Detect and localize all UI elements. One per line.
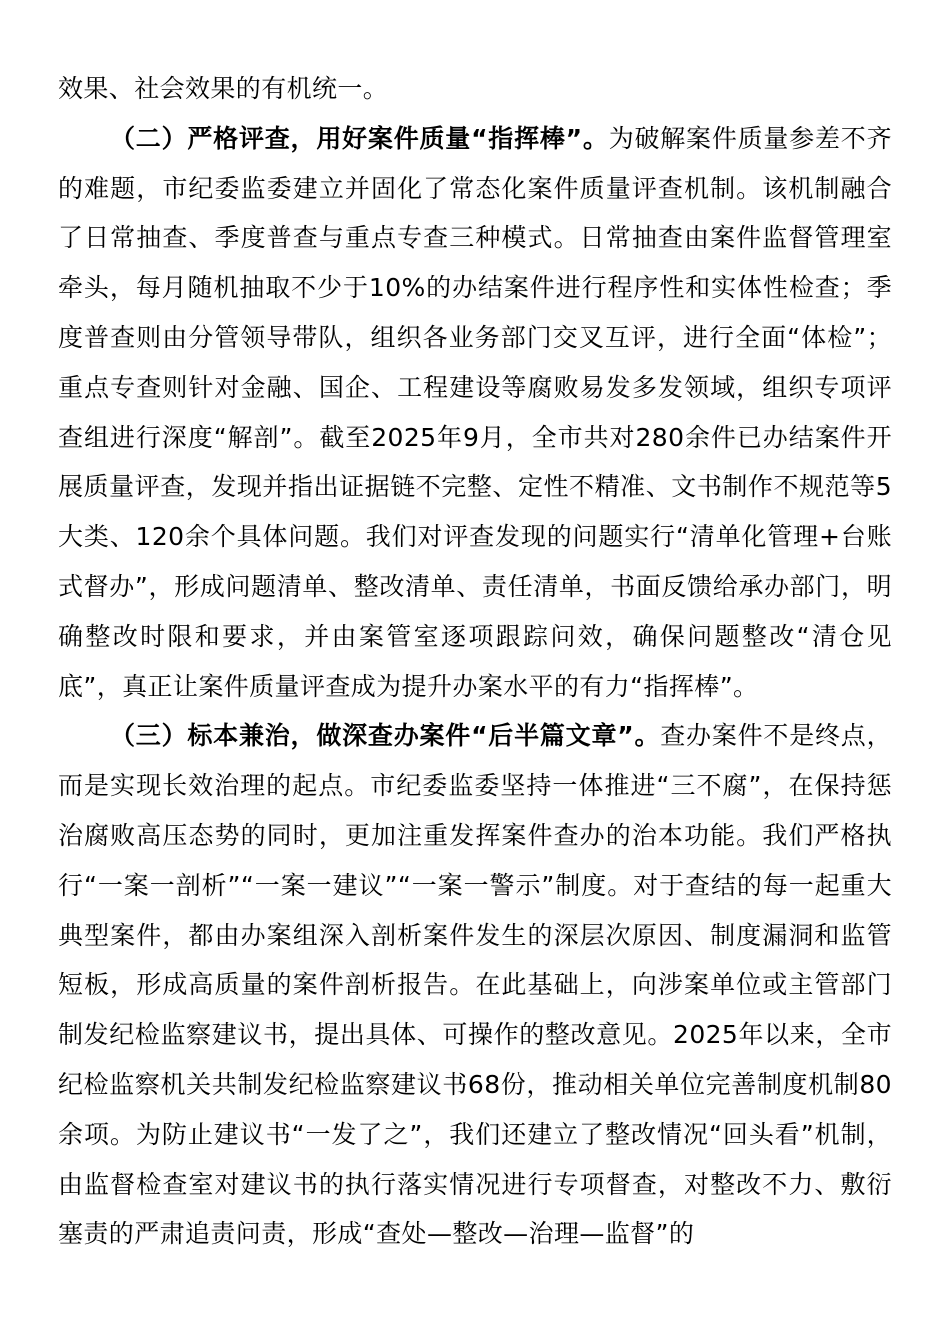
paragraph-case-quality-review [58,114,892,712]
paragraph-text: 效果、社会效果的有机统一。 [58,74,389,103]
document-body [58,64,892,1259]
section-heading-two: （二）严格评查，用好案件质量“指挥棒”。 [110,123,609,153]
paragraph-root-cause-governance [58,711,892,1259]
paragraph-text: 为破解案件质量参差不齐的难题，市纪委监委建立并固化了常态化案件质量评查机制。该机制融合了日常抽查、季度普查与重点专查三种模式。日常抽查由案件监督管理室牵头，每月随机抽取不少于10%的办结案件进行程序性和实体性检查；季度普查则由分管领导带队，组织各业务部门交叉互评，进行全面“体检”；重点专查则针对金融、国企、工程建设等腐败易发多发领域，组织专项评查组进行深度“解剖”。截至2025年9月，全市共对280余件已办结案件开展质量评查，发现并指出证据链不完整、定性不精准、文书制作不规范等5大类、120余个具体问题。我们对评查发现的问题实行“清单化管理+台账式督办”，形成问题清单、整改清单、责任清单，书面反馈给承办部门，明确整改时限和要求，并由案管室逐项跟踪问效，确保问题整改“清仓见底”，真正让案件质量评查成为提升办案水平的有力“指挥棒”。 [58,123,892,701]
section-heading-three: （三）标本兼治，做深查办案件“后半篇文章”。 [110,721,661,751]
paragraph-continuation [58,64,892,114]
paragraph-text: 查办案件不是终点，而是实现长效治理的起点。市纪委监委坚持一体推进“三不腐”，在保持惩治腐败高压态势的同时，更加注重发挥案件查办的治本功能。我们严格执行“一案一剖析”“一案一建议”“一案一警示”制度。对于查结的每一起重大典型案件，都由办案组深入剖析案件发生的深层次原因、制度漏洞和监管短板，形成高质量的案件剖析报告。在此基础上，向涉案单位或主管部门制发纪检监察建议书，提出具体、可操作的整改意见。2025年以来，全市纪检监察机关共制发纪检监察建议书68份，推动相关单位完善制度机制80余项。为防止建议书“一发了之”，我们还建立了整改情况“回头看”机制，由监督检查室对建议书的执行落实情况进行专项督查，对整改不力、敷衍塞责的严肃追责问责，形成“查处—整改—治理—监督”的 [58,721,892,1249]
